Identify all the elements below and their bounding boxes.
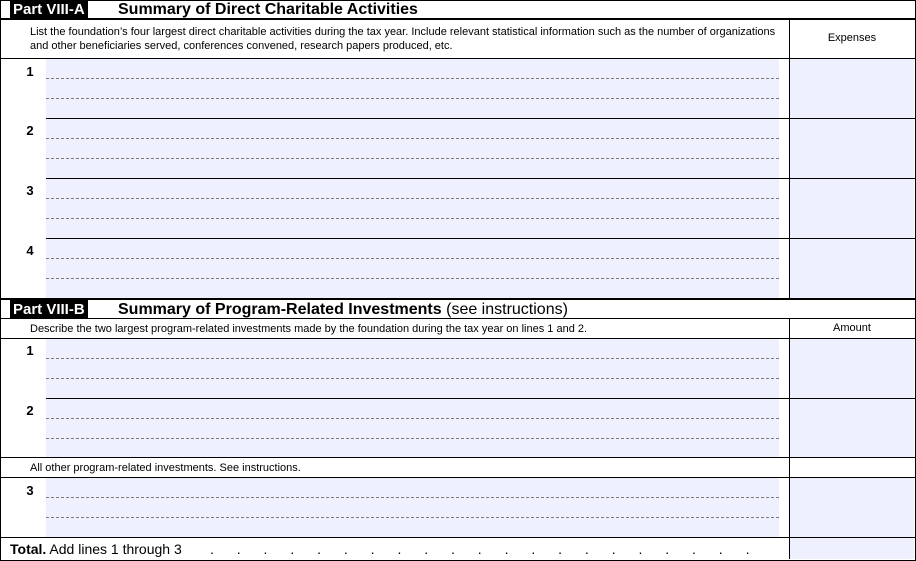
leader-dots: . . . . . . . . . . . . . . . . . . . . . <box>210 541 759 557</box>
part-viii-a-title: Summary of Direct Charitable Activities <box>118 1 418 18</box>
part-viii-b-title <box>118 300 568 319</box>
part-viii-a-tag: Part VIII-A <box>10 0 88 19</box>
dashed-line <box>46 418 779 419</box>
investment-2-description-field[interactable] <box>46 399 779 457</box>
divider <box>0 318 916 319</box>
line-number: 3 <box>26 183 34 198</box>
total-label <box>10 541 182 557</box>
dashed-line <box>46 198 779 199</box>
dashed-line <box>46 78 779 79</box>
activity-1-expenses-field[interactable] <box>790 59 914 118</box>
total-amount-field[interactable] <box>790 538 914 559</box>
dashed-line <box>46 258 779 259</box>
divider <box>789 59 790 299</box>
amount-column-header: Amount <box>833 322 871 334</box>
dashed-line <box>46 438 779 439</box>
part-viii-b-title-text: Summary of Program-Related Investments <box>118 301 442 318</box>
other-investments-label: All other program-related investments. See instructions. <box>30 462 301 474</box>
investment-3-amount-field[interactable] <box>790 478 914 537</box>
line-number: 1 <box>26 343 34 358</box>
line-number: 2 <box>26 123 34 138</box>
divider <box>789 19 790 59</box>
dashed-line <box>46 358 779 359</box>
divider <box>0 457 916 458</box>
activity-4-expenses-field[interactable] <box>790 239 914 298</box>
part-viii-b-tag: Part VIII-B <box>10 300 88 319</box>
total-label-bold: Total. <box>10 541 47 557</box>
line-number: 2 <box>26 403 34 418</box>
total-label-text: Add lines 1 through 3 <box>49 541 182 557</box>
activity-2-expenses-field[interactable] <box>790 119 914 178</box>
activity-1-description-field[interactable] <box>46 59 779 118</box>
divider <box>0 18 916 20</box>
part-viii-a-instructions: List the foundation’s four largest direct charitable activities during the tax year. Include relevant statistical information such as the number of organizations and other beneficiaries served, conferences convened, research papers produced, etc. <box>30 26 776 52</box>
dashed-line <box>46 218 779 219</box>
divider <box>0 537 916 538</box>
activity-3-expenses-field[interactable] <box>790 179 914 238</box>
dashed-line <box>46 138 779 139</box>
activity-3-description-field[interactable] <box>46 179 779 238</box>
dashed-line <box>46 497 779 498</box>
line-number: 3 <box>26 483 34 498</box>
part-viii-b-instructions: Describe the two largest program-related investments made by the foundation during the tax year on lines 1 and 2. <box>30 323 588 335</box>
investment-2-amount-field[interactable] <box>790 399 914 457</box>
line-number: 4 <box>26 243 34 258</box>
activity-4-description-field[interactable] <box>46 239 779 298</box>
dashed-line <box>46 278 779 279</box>
dashed-line <box>46 158 779 159</box>
activity-2-description-field[interactable] <box>46 119 779 178</box>
dashed-line <box>46 98 779 99</box>
expenses-column-header: Expenses <box>827 32 877 44</box>
investment-1-amount-field[interactable] <box>790 339 914 398</box>
investment-1-description-field[interactable] <box>46 339 779 398</box>
dashed-line <box>46 378 779 379</box>
line-number: 1 <box>26 64 34 79</box>
part-viii-b-title-suffix: (see instructions) <box>446 301 568 318</box>
investment-3-description-field[interactable] <box>46 478 779 537</box>
dashed-line <box>46 517 779 518</box>
divider <box>789 319 790 559</box>
